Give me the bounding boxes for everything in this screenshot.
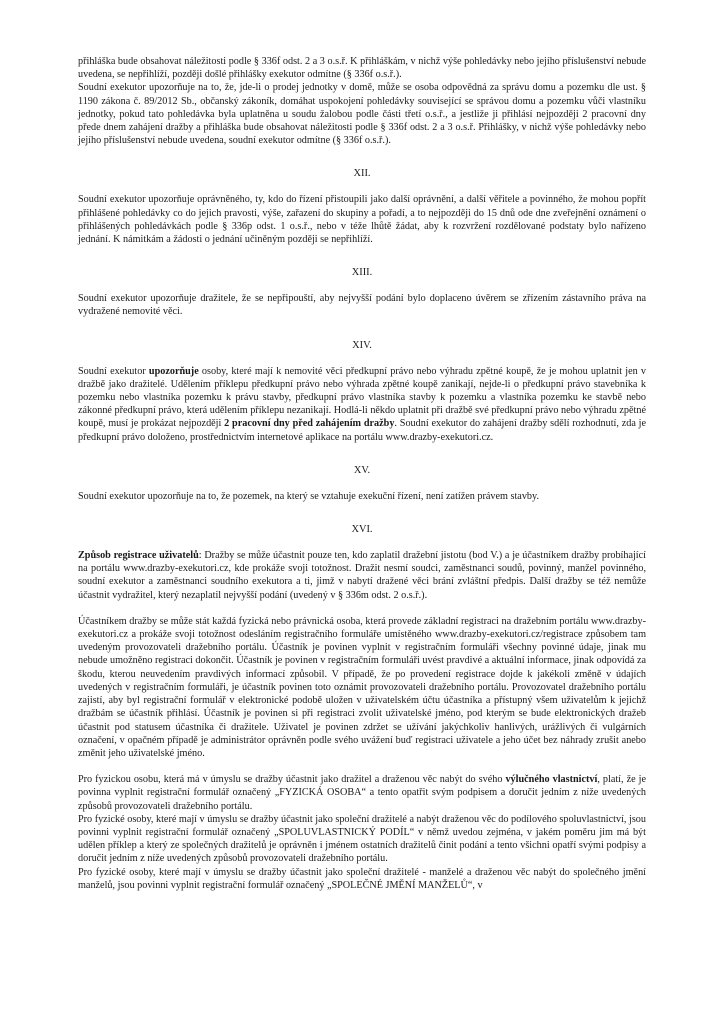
bold-text: upozorňuje [148,365,199,377]
section-heading-xiii: XIII. [351,267,373,279]
paragraph-section-xii: Soudní exekutor upozorňuje oprávněného, ty, kdo do řízení přistoupili jako další oprávnění, a další věřitele a povinného, že mohou popřít přihlášené pohledávky co do jejich pravosti, výše, zařazení do skupiny a pořadí, a to nejpozději do 15 dnů ode dne zveřejnění oznámení o přihlášených pohledávkách podle § 336p odst. 1 o.s.ř., nebo v téže lhůtě žádat, aby k rozvržení rozdělované podstaty bylo nařízeno jednání. K námitkám a žádosti o jednání učiněným později se nepřihlíží. [78,194,646,246]
paragraph-registration-method [78,549,646,602]
text-run: osoby, které mají k nemovité věci předkupní právo nebo výhradu zpětné koupě, že je mohou uplatnit jen v dražbě jako dražitelé. Udělením příklepu předkupní právo nebo výhrada zpětné koupě zanikají, nejde-li o předkupní právo stavebníka k pozemku nebo vlastníka pozemku k právu stavby, předkupní právo vlastníka stavby k pozemku a vlastníka pozemku ke stavbě nebo zákonné předkupní právo, která udělením příklepu nezanikají. Hodlá-li někdo uplatnit při dražbě své předkupní právo nebo výhradu zpětné koupě, musí je prokázat nejpozději [78,365,646,430]
text-run: Soudní exekutor [78,365,149,377]
bold-text: Způsob registrace uživatelů [78,550,199,562]
paragraph-section-xiii: Soudní exekutor upozorňuje dražitele, že se nepřipouští, aby nejvyšší podání bylo doplaceno úvěrem se zřízením zástavního práva na vydražené nemovité věci. [78,293,646,318]
text-run: , platí, že je povinna vyplnit registrační formulář označený „FYZICKÁ OSOBA“ a tento opatřit svým podpisem a doručit jedním z níže uvedených způsobů provozovateli dražebního portálu. [78,774,646,812]
bold-text: výlučného vlastnictví [505,774,598,786]
section-heading-xvi: XVI. [351,524,373,536]
paragraph-section-xiv [78,365,646,444]
bold-text: 2 pracovní dny před zahájením dražby [224,418,395,430]
text-run: : Dražby se může účastnit pouze ten, kdo zaplatil dražební jistotu (bod V.) a je účastníkem dražby probíhající na portálu www.drazby-exekutori.cz, kde prokáže svoji totožnost. Dražit nesmí soudci, zaměstnanci soudů, povinný, manžel povinného, soudní exekutor a zaměstnanci soudního exekutora a ti, jimž v nabytí dražené věci brání zvláštní předpis. Další dražby se též nemůže účastnit vydražitel, který nezaplatil nejvyšší podání (uvedený v § 336m odst. 2 o.s.ř.). [78,550,646,601]
section-heading-xv: XV. [353,464,371,476]
paragraph-participant-registration: Účastníkem dražby se může stát každá fyzická nebo právnická osoba, která provede základní registraci na dražebním portálu www.drazby-exekutori.cz a prokáže svoji totožnost odesláním registračního formuláře umístěného www.drazby-exekutori.cz/registrace způsobem tam uvedeným provozovateli dražebního portálu. Účastník je povinen vyplnit v registračním formuláři všechny povinné údaje, jinak mu nebude umožněno registraci dokončit. Účastník je povinen v registračním formuláři uvést pravdivé a aktuální informace, jinak odpovídá za škodu, kterou neuvedením pravdivých informací způsobil. V případě, že po provedení registrace dojde k jakékoli změně v údajích uvedených v registračním formuláři, je účastník povinen toto oznámit provozovateli dražebního portálu. Provozovatel dražebního portálu zajistí, aby byl registrační formulář v elektronické podobě uložen v uživatelském účtu účastníka a přístupný všem uživatelům k jejichž dražbám se účastník přihlásí. Účastník je povinen si při registraci zvolit uživatelské jméno, pod kterým se bude elektronických dražeb účastnit pod statusem účastníka či dražitele. Uživatel je povinen zdržet se užívání jakýchkoliv hanlivých, urážlivých či vulgárních označení, v opačném případě je administrátor oprávněn podle svého uvážení buď registraci uživatele a jeho účet bez náhrady zrušit anebo změnit jeho uživatelské jméno. [78,615,646,759]
paragraph-unit-sale-notice: Soudní exekutor upozorňuje na to, že, jde-li o prodej jednotky v domě, může se osoba odpovědná za správu domu a pozemku dle ust. § 1190 zákona č. 89/2012 Sb., občanský zákoník, domáhat uspokojení pohledávky související se správou domu a pozemku vůči vlastníku jednotky, pokud tato pohledávka byla uplatněna u soudu žalobou podle části třetí o.s.ř., a jestliže ji přihlásí nejpozději 2 pracovní dny přede dnem zahájení dražby a přihláška bude obsahovat náležitosti podle § 336f odst. 2 a 3 o.s.ř. Přihlášky, v nichž výše pohledávky nebo jejího příslušenství nebude uvedena, soudní exekutor odmítne (§ 336f o.s.ř.). [78,82,646,147]
text-run: Pro fyzickou osobu, která má v úmyslu se dražby účastnit jako dražitel a draženou věc nabýt do svého [78,774,506,786]
paragraph-section-xv: Soudní exekutor upozorňuje na to, že pozemek, na který se vztahuje exekuční řízení, není zatížen právem stavby. [78,490,539,502]
paragraph-co-ownership: Pro fyzické osoby, které mají v úmyslu se dražby účastnit jako společní dražitelé a nabýt draženou věc do podílového spoluvlastnictví, jsou povinni vyplnit registrační formulář označený „SPOLUVLASTNICKÝ PODÍL“ v němž uvedou zejména, v jakém poměru jim má být udělen příklep a který ze společných dražitelů je oprávněn i jménem ostatních dražitelů činit podání a tento všichni opatří svými podpisy a doručit jedním z níže uvedených způsobů provozovateli dražebního portálu. [78,813,646,865]
paragraph-application-contents: přihláška bude obsahovat náležitosti podle § 336f odst. 2 a 3 o.s.ř. K přihláškám, v nichž výše pohledávky nebo jejího příslušenství nebude uvedena, se nepřihlíží, později došlé přihlášky exekutor odmítne (§ 336f o.s.ř.). [78,56,646,81]
section-heading-xiv: XIV. [352,339,372,351]
paragraph-joint-spouses: Pro fyzické osoby, které mají v úmyslu se dražby účastnit jako společní dražitelé - manželé a draženou věc nabýt do společného jmění manželů, jsou povinni vyplnit registrační formulář označený „SPOLEČNÉ JMĚNÍ MANŽELŮ“, v [78,866,646,891]
text-run: . Soudní exekutor do zahájení dražby sdělí rozhodnutí, zda je předkupní právo doloženo, prostřednictvím internetové aplikace na portálu www.drazby-exekutori.cz. [78,418,647,443]
paragraph-natural-person [78,773,646,813]
section-heading-xii: XII. [353,168,371,180]
